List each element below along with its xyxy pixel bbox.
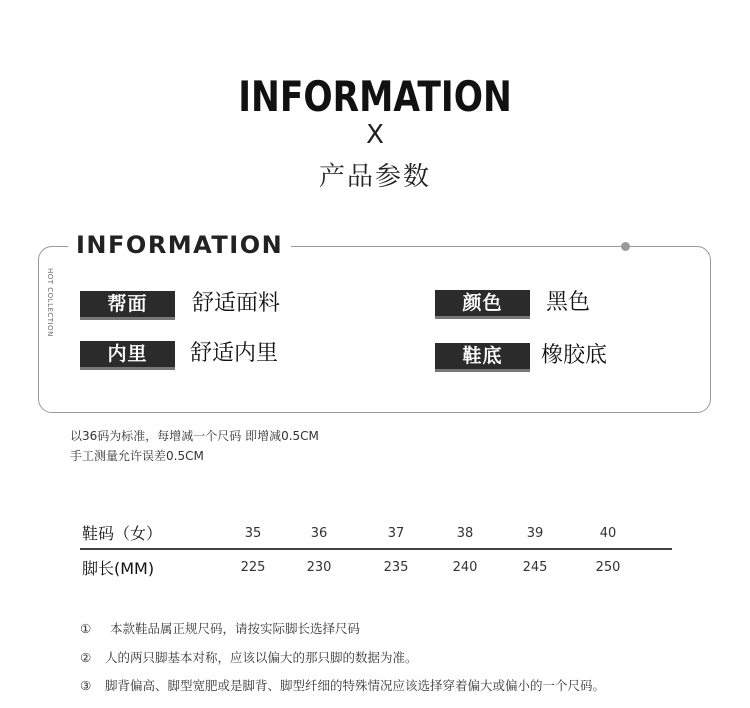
footnote-2-number: ② [80, 650, 92, 665]
length-cell: 230 [306, 560, 332, 575]
note-tolerance: 手工测量允许误差0.5CM [70, 449, 204, 463]
side-collection-text: HOT COLLECTION [46, 268, 54, 337]
footnote-3-number: ③ [80, 678, 92, 693]
value-upper: 舒适面料 [192, 291, 281, 316]
footnote-1-text: 本款鞋品属正规尺码，请按实际脚长选择尺码 [110, 621, 361, 636]
length-cell: 245 [522, 560, 548, 575]
footnote-3-text: 脚背偏高、脚型宽肥或是脚背、脚型纤细的特殊情况应该选择穿着偏大或偏小的一个尺码。 [105, 678, 606, 693]
tag-sole: 鞋底 [435, 343, 530, 372]
size-cell: 35 [244, 526, 262, 541]
footnote-1-number: ① [80, 621, 92, 636]
value-sole: 橡胶底 [541, 343, 608, 368]
tag-upper: 帮面 [80, 291, 175, 320]
size-cell: 38 [456, 526, 474, 541]
note-standard: 以36码为标准，每增减一个尺码 即增减0.5CM [70, 429, 319, 443]
tag-color: 颜色 [435, 290, 530, 319]
size-cell: 36 [310, 526, 328, 541]
length-cell: 225 [240, 560, 266, 575]
value-color: 黑色 [546, 290, 591, 315]
length-cell: 240 [452, 560, 478, 575]
length-row-label: 脚长(MM) [82, 559, 155, 578]
size-row-label: 鞋码（女） [82, 524, 163, 543]
page-subtitle: 产品参数 [318, 162, 431, 192]
table-divider [80, 548, 672, 550]
tag-lining: 内里 [80, 341, 175, 370]
length-cell: 235 [383, 560, 409, 575]
footnote-2-text: 人的两只脚基本对称，应该以偏大的那只脚的数据为准。 [105, 650, 418, 665]
page-title: INFORMATION [238, 72, 512, 121]
times-symbol: X [366, 120, 384, 150]
info-box [38, 246, 711, 413]
info-box-label: INFORMATION [68, 231, 291, 259]
decorative-dot [621, 242, 630, 251]
size-cell: 37 [387, 526, 405, 541]
size-cell: 40 [599, 526, 617, 541]
length-cell: 250 [595, 560, 621, 575]
value-lining: 舒适内里 [190, 341, 279, 366]
size-cell: 39 [526, 526, 544, 541]
